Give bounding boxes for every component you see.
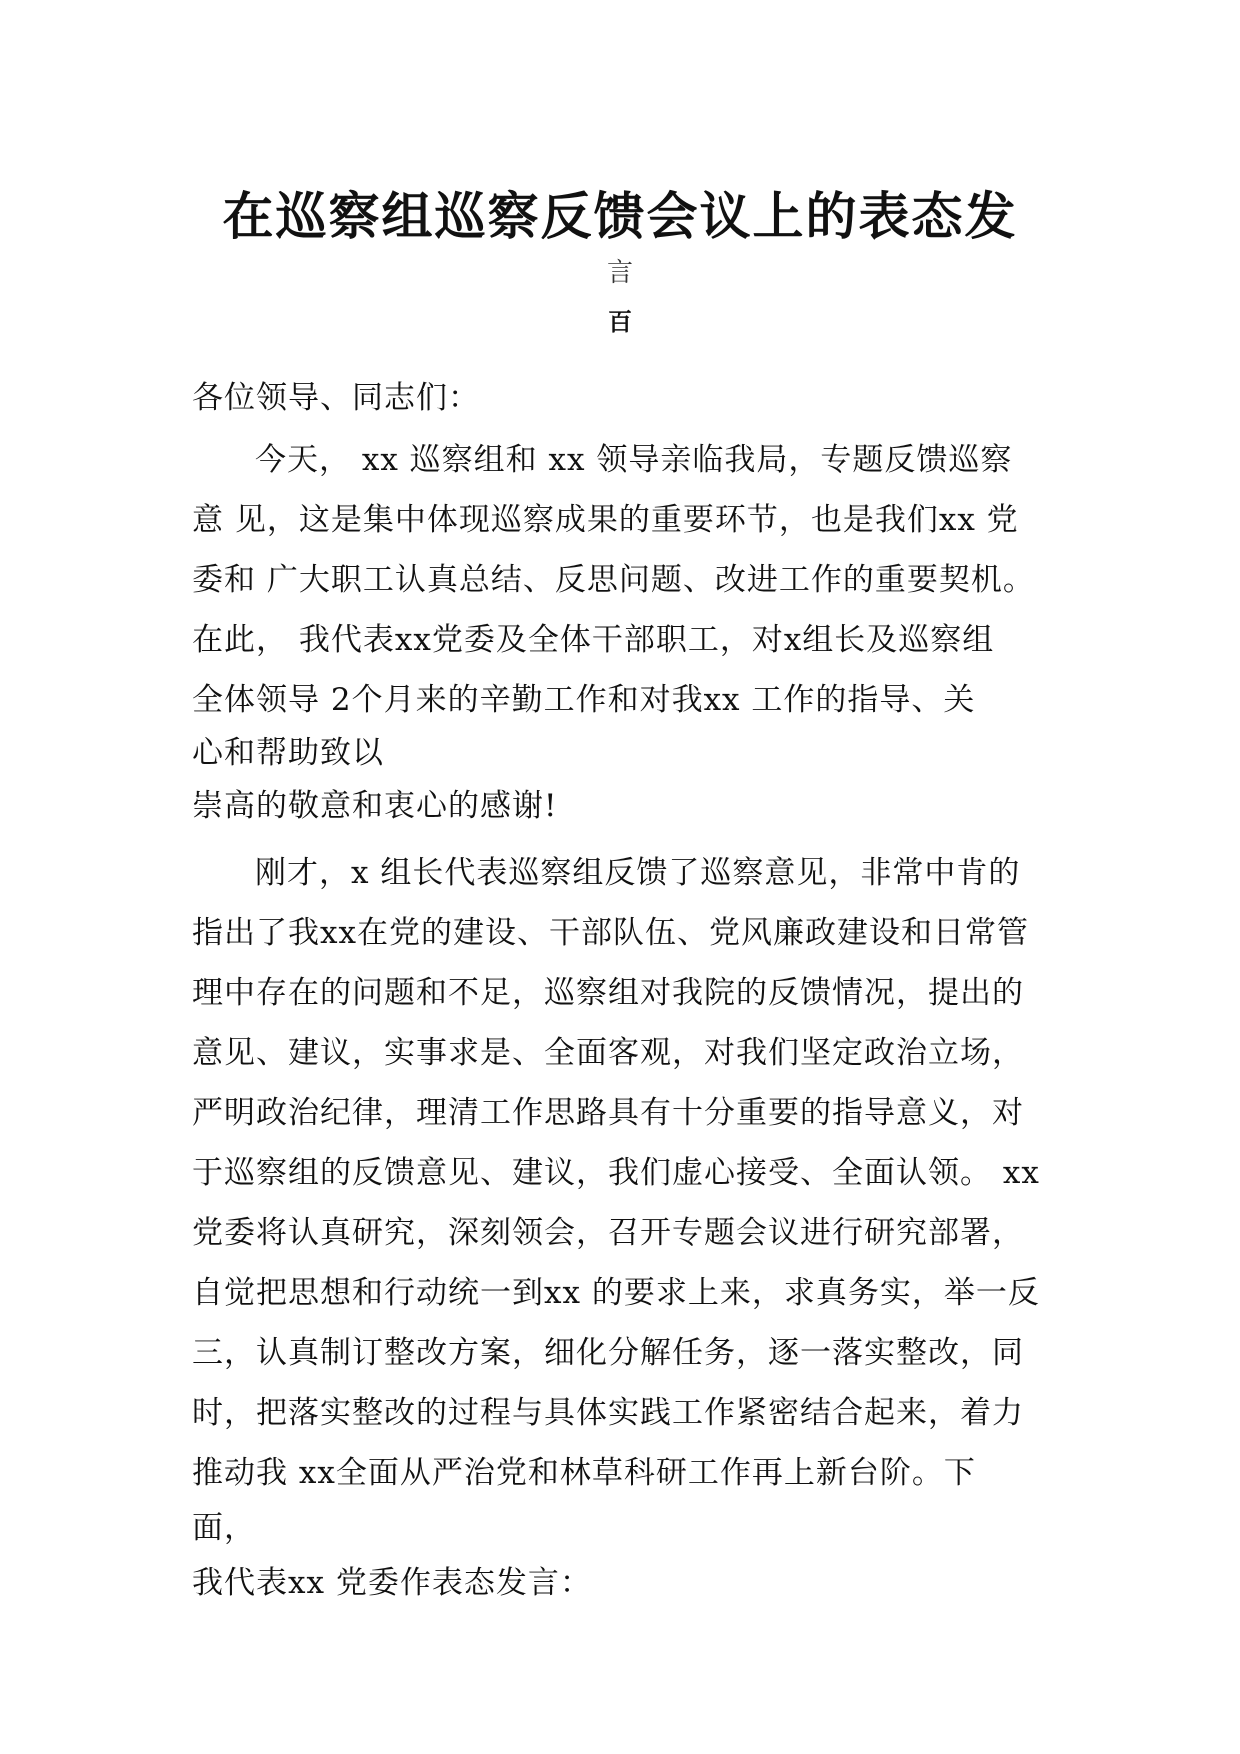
paragraph-2-line-4: 意见、建议，实事求是、全面客观，对我们坚定政治立场， [192, 1035, 1024, 1071]
paragraph-1-line-7: 崇高的敬意和衷心的感谢! [192, 788, 558, 824]
paragraph-2-line-6: 于巡察组的反馈意见、建议，我们虚心接受、全面认领。 xx [192, 1155, 1040, 1191]
paragraph-2-line-10: 时，把落实整改的过程与具体实践工作紧密结合起来，着力 [192, 1395, 1024, 1431]
paragraph-1-line-5: 全体领导 2个月来的辛勤工作和对我xx 工作的指导、关 [192, 682, 976, 718]
paragraph-2-line-2: 指出了我xx在党的建设、干部队伍、党风廉政建设和日常管 [192, 915, 1029, 951]
paragraph-2-line-12: 面， [192, 1510, 256, 1546]
paragraph-2-line-3: 理中存在的问题和不足，巡察组对我院的反馈情况，提出的 [192, 975, 1024, 1011]
salutation: 各位领导、同志们： [192, 380, 480, 416]
paragraph-2-line-13: 我代表xx 党委作表态发言： [192, 1565, 592, 1601]
paragraph-2-line-1: 刚才，x 组长代表巡察组反馈了巡察意见，非常中肯的 [255, 855, 1021, 891]
paragraph-2-line-9: 三，认真制订整改方案，细化分解任务，逐一落实整改，同 [192, 1335, 1024, 1371]
paragraph-2-line-5: 严明政治纪律，理清工作思路具有十分重要的指导意义，对 [192, 1095, 1024, 1131]
title-continuation: 言 [606, 258, 633, 288]
paragraph-1-line-3: 委和 广大职工认真总结、反思问题、改进工作的重要契机。 [192, 562, 1035, 598]
paragraph-1-line-4: 在此， 我代表xx党委及全体干部职工，对x组长及巡察组 [192, 622, 995, 658]
paragraph-1-line-1: 今天， xx 巡察组和 xx 领导亲临我局，专题反馈巡察 [255, 442, 1013, 478]
paragraph-2-line-7: 党委将认真研究，深刻领会，召开专题会议进行研究部署， [192, 1215, 1024, 1251]
paragraph-2-line-11: 推动我 xx全面从严治党和林草科研工作再上新台阶。下 [192, 1455, 976, 1491]
paragraph-1-line-6: 心和帮助致以 [192, 735, 384, 771]
paragraph-1-line-2: 意 见，这是集中体现巡察成果的重要环节，也是我们xx 党 [192, 502, 1019, 538]
document-title: 在巡察组巡察反馈会议上的表态发 [222, 188, 1018, 247]
title-fragment: 百 [608, 308, 632, 336]
paragraph-2-line-8: 自觉把思想和行动统一到xx 的要求上来，求真务实，举一反 [192, 1275, 1040, 1311]
